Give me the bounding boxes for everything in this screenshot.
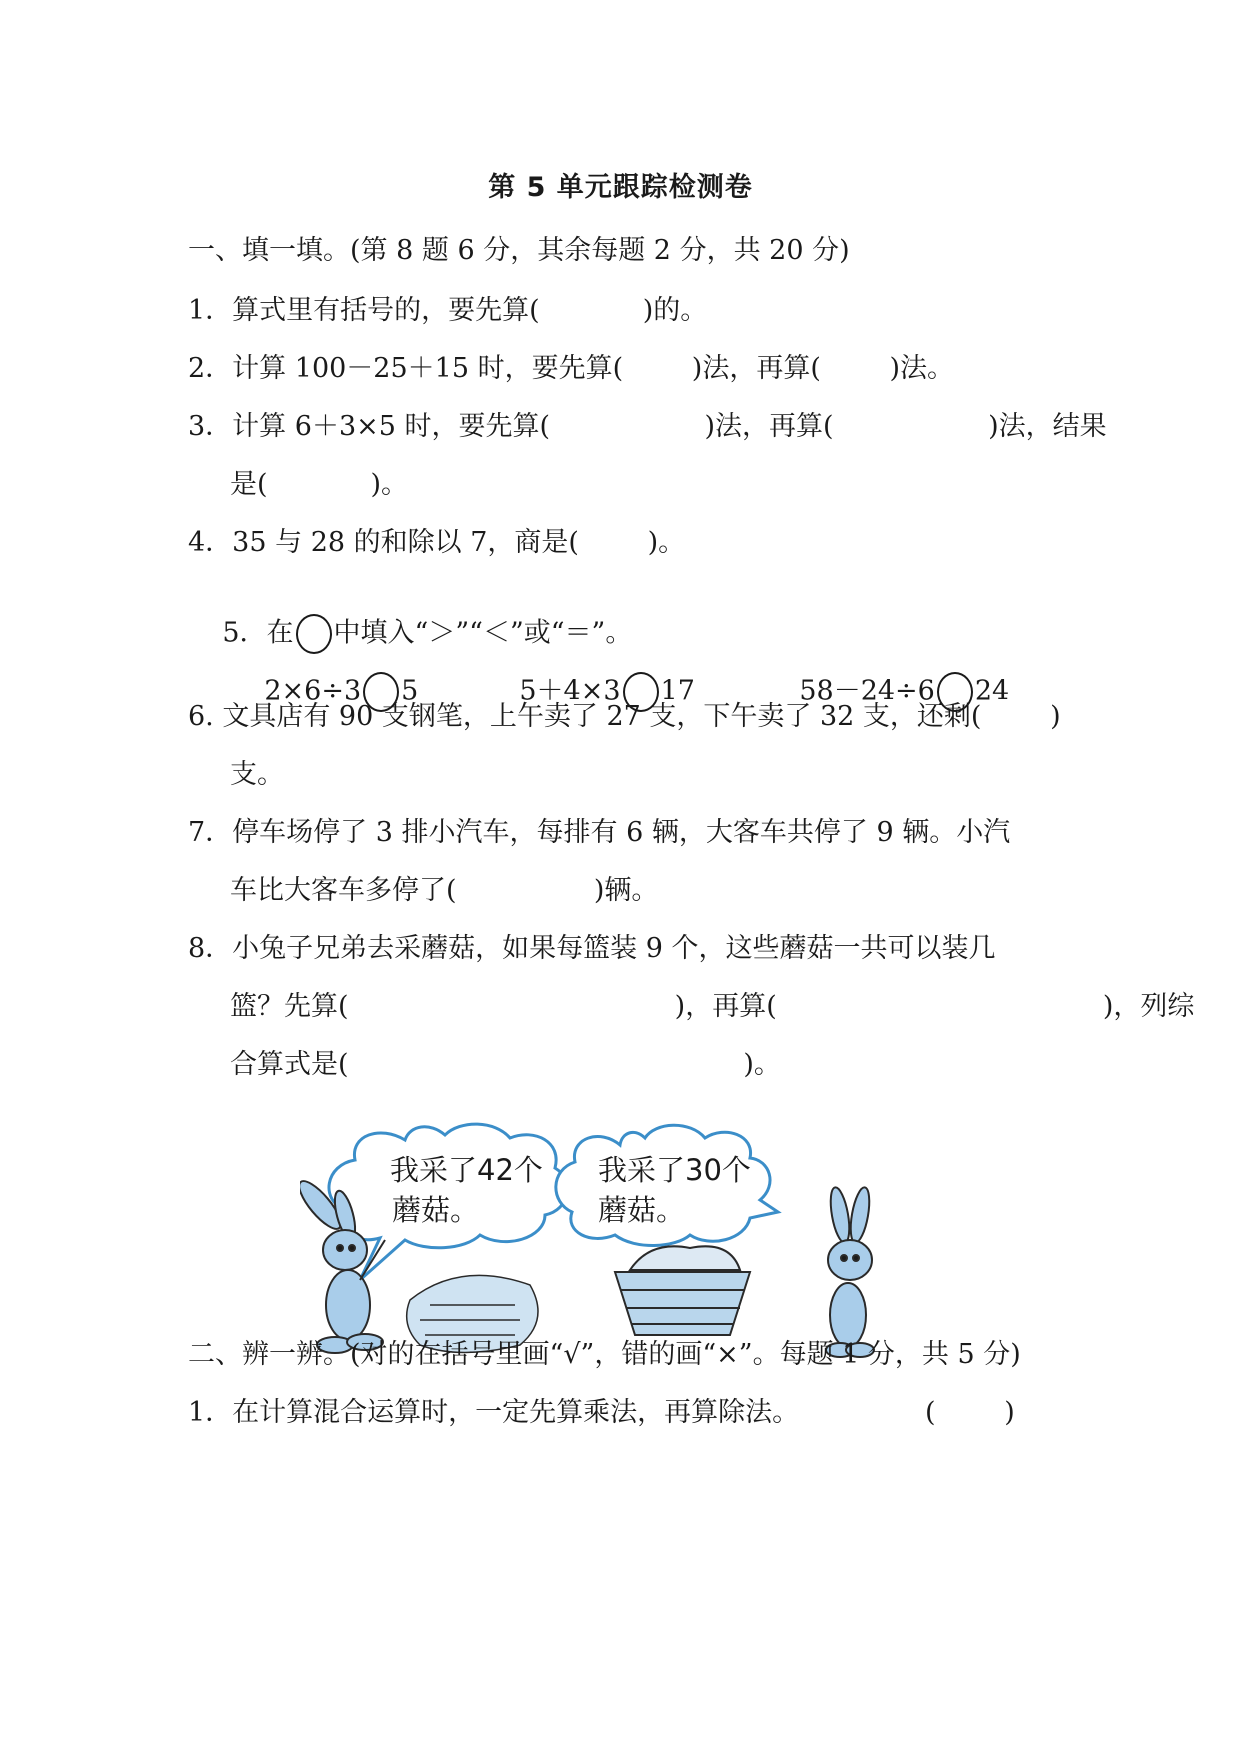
question-6-line2: 支。	[230, 759, 284, 790]
bubble-left-line1: 我采了42个	[390, 1153, 543, 1187]
judge-question-1-paren: ( )	[925, 1397, 1015, 1428]
question-8-line2: 篮？先算( )，再算( )，列综	[230, 991, 1195, 1022]
compare-left: 58－24÷6	[799, 675, 935, 707]
bubble-right-line1: 我采了30个	[598, 1153, 751, 1187]
question-1: 1．算式里有括号的，要先算( )的。	[188, 295, 708, 326]
question-3-line2: 是( )。	[230, 469, 409, 500]
speech-bubble-right	[556, 1125, 778, 1245]
right-rabbit	[826, 1186, 874, 1357]
question-5-suffix: 中填入“＞”“＜”或“＝”。	[333, 617, 633, 649]
page-title: 第 5 单元跟踪检测卷	[488, 172, 753, 203]
compare-right: 5	[401, 675, 419, 707]
compare-left: 5＋4×3	[519, 675, 621, 707]
question-7-line1: 7．停车场停了 3 排小汽车，每排有 6 辆，大客车共停了 9 辆。小汽	[188, 817, 1011, 848]
question-4: 4．35 与 28 的和除以 7，商是( )。	[188, 527, 686, 558]
section1-heading: 一、填一填。(第 8 题 6 分，其余每题 2 分，共 20 分)	[188, 235, 850, 266]
bubble-left-line2: 蘑菇。	[392, 1193, 480, 1227]
question-8-line3: 合算式是( )。	[230, 1049, 781, 1080]
question-2: 2．计算 100－25＋15 时，要先算( )法，再算( )法。	[188, 353, 955, 384]
compare-right: 24	[974, 675, 1010, 707]
question-5-prefix: 5．在	[222, 617, 294, 649]
question-3-line1: 3．计算 6＋3×5 时，要先算( )法，再算( )法，结果	[188, 411, 1107, 442]
bubble-right-line2: 蘑菇。	[598, 1193, 686, 1227]
question-8-line1: 8．小兔子兄弟去采蘑菇，如果每篮装 9 个，这些蘑菇一共可以装几	[188, 933, 996, 964]
basket	[615, 1246, 750, 1335]
question-7-line2: 车比大客车多停了( )辆。	[230, 875, 659, 906]
judge-question-1: 1．在计算混合运算时，一定先算乘法，再算除法。	[188, 1397, 800, 1428]
compare-left: 2×6÷3	[264, 675, 362, 707]
compare-right: 17	[660, 675, 695, 707]
section2-heading: 二、辨一辨。(对的在括号里画“√”，错的画“×”。每题 1 分，共 5 分)	[188, 1339, 1021, 1370]
question-6-line1: 6. 文具店有 90 支钢笔，上午卖了 27 支，下午卖了 32 支，还剩( )	[188, 701, 1061, 732]
